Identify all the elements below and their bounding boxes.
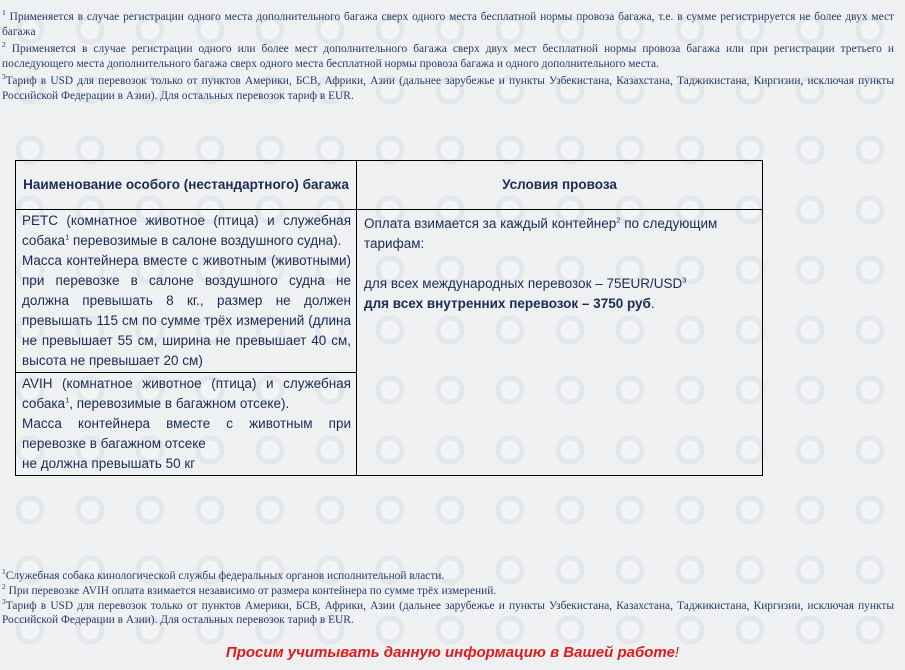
bottom-footnote-3 [2,599,894,627]
footnote-text: Служебная собака кинологической службы федеральных органов исполнительной власти. [5,570,445,582]
avih-title: AVIH (комнатное животное (птица) и служебная собака$^1$, перевозимые в багажном отсеке). [22,376,351,411]
conditions-spacer [364,254,756,274]
avih-weight-limit: не должна превышать 50 кг [22,456,196,471]
footnote-marker: 2 [2,582,6,592]
footnote-marker: 1 [2,567,6,577]
domestic-tariff: для всех внутренних перевозок – 3750 руб. [364,296,655,311]
top-footnote-1 [2,10,894,40]
bottom-footnote-2 [2,584,894,598]
international-tariff: для всех международных перевозок – 75EUR/USD$^3$ [364,275,687,291]
top-footnote-3 [2,74,894,104]
notice-text: Просим учитывать данную информацию в Вашей работе [225,644,675,661]
top-footnotes [2,10,894,106]
petc-title: PETC (комнатное животное (птица) и служебная собака$^1$ перевозимые в салоне воздушного судна). [22,213,351,248]
footnote-text: Применяется в случае регистрации одного места дополнительного багажа сверх одного места бесплатной нормы провоза багажа, т.е. в сумме регистрируется не более двух мест багажа [2,11,894,38]
avih-weight-rule: Масса контейнера вместе с животным при перевозке в багажном отсеке [22,416,351,451]
footnote-text: Применяется в случае регистрации одного или более мест дополнительного багажа сверх двух мест бесплатной нормы провоза багажа или при регистрации третьего и последующего места дополнительного багажа сверх одного места бесплатной нормы провоза багажа и одного дополнительного места. [2,43,894,70]
bottom-footnote-1 [2,569,894,583]
table-header-row [16,161,763,210]
conditions-intro: Оплата взимается за каждый контейнер$^2$ по следующим тарифам: [364,215,718,251]
footnote-text: Тариф в USD для перевозок только от пунктов Америки, БСВ, Африки, Азии (дальнее зарубежье и пункты Узбекистана, Казахстана, Таджикистана, Киргизии, исключая пункты Российской Федерации в Азии). Для остальных перевозок тариф в EUR. [2,600,894,626]
petc-description [16,210,357,373]
transport-conditions [357,210,763,476]
top-footnote-2 [2,42,894,72]
header-baggage-name: Наименование особого (нестандартного) багажа [16,161,357,210]
notice-exclamation: ! [674,644,680,661]
footnote-text: При перевозке AVIH оплата взимается независимо от размера контейнера по сумме трёх измерений. [5,585,497,597]
header-conditions: Условия провоза [357,161,763,210]
notice-footer [0,644,905,661]
avih-description [16,373,357,476]
special-baggage-table [15,160,763,476]
footnote-marker: 3 [2,72,6,82]
footnote-marker: 2 [2,40,6,50]
footnote-text: Тариф в USD для перевозок только от пунктов Америки, БСВ, Африки, Азии (дальнее зарубежье и пункты Узбекистана, Казахстана, Таджикистана, Киргизии, исключая пункты Российской Федерации в Азии). Для остальных перевозок тариф в EUR. [2,75,894,102]
petc-weight-rule: Масса контейнера вместе с животным (животными) при перевозке в салоне воздушного судна не должна превышать 8 кг., размер не должен превышать 115 см по сумме трёх измерений (длина не превышает 55 см, ширина не превышает 40 см, высота не превышает 20 см) [22,253,351,368]
bottom-footnotes [2,569,894,628]
table-row-petc [16,210,763,373]
footnote-marker: 3 [2,597,6,607]
footnote-marker: 1 [2,8,6,18]
